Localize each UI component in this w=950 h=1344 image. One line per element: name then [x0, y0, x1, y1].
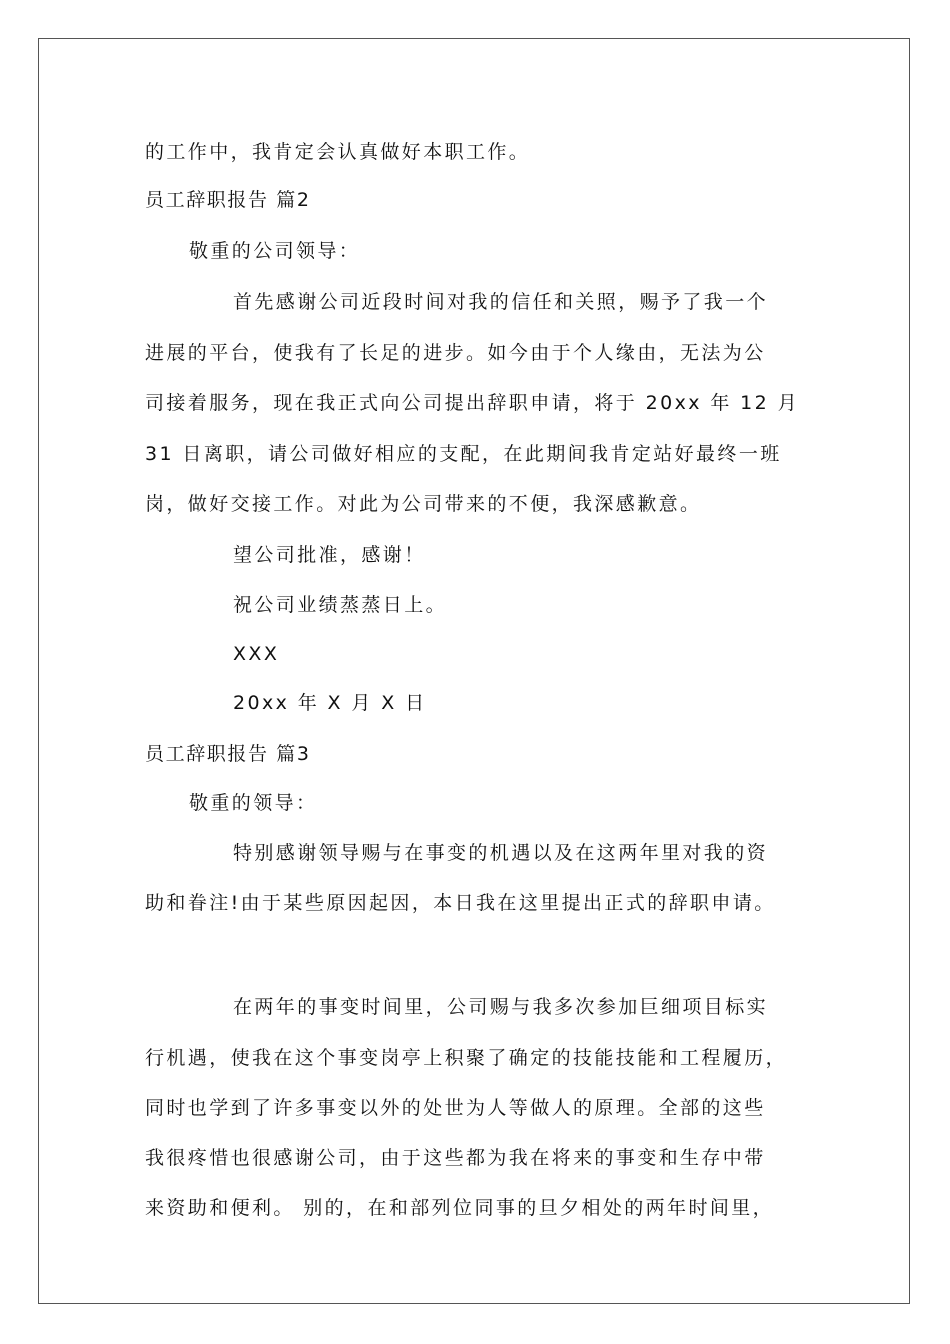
paragraph-line: 助和眷注!由于某些原因起因，本日我在这里提出正式的辞职申请。 — [145, 892, 776, 914]
paragraph-line: 同时也学到了许多事变以外的处世为人等做人的原理。全部的这些 — [145, 1097, 766, 1119]
signature-name: XXX — [233, 643, 280, 665]
paragraph-line: 在两年的事变时间里，公司赐与我多次参加巨细项目标实 — [233, 996, 769, 1018]
paragraph-line: 特别感谢领导赐与在事变的机遇以及在这两年里对我的资 — [233, 842, 769, 864]
section-heading: 员工辞职报告 篇3 — [145, 743, 311, 765]
salutation: 敬重的领导： — [189, 792, 318, 814]
salutation: 敬重的公司领导： — [189, 240, 361, 262]
paragraph-line: 岗，做好交接工作。对此为公司带来的不便，我深感歉意。 — [145, 493, 702, 515]
paragraph-line: 我很疼惜也很感谢公司，由于这些都为我在将来的事变和生存中带 — [145, 1147, 766, 1169]
paragraph-line: 的工作中，我肯定会认真做好本职工作。 — [145, 141, 531, 163]
paragraph-line: 进展的平台，使我有了长足的进步。如今由于个人缘由，无法为公 — [145, 342, 766, 364]
paragraph-line: 来资助和便利。 别的，在和部列位同事的旦夕相处的两年时间里， — [145, 1197, 775, 1219]
paragraph-line: 首先感谢公司近段时间对我的信任和关照，赐予了我一个 — [233, 291, 769, 313]
closing-line: 祝公司业绩蒸蒸日上。 — [233, 594, 448, 616]
paragraph-line: 31 日离职，请公司做好相应的支配，在此期间我肯定站好最终一班 — [145, 443, 782, 465]
paragraph-line: 司接着服务，现在我正式向公司提出辞职申请，将于 20xx 年 12 月 — [145, 392, 800, 414]
section-heading: 员工辞职报告 篇2 — [145, 189, 311, 211]
paragraph-line: 行机遇，使我在这个事变岗亭上积聚了确定的技能技能和工程履历， — [145, 1047, 788, 1069]
signature-date: 20xx 年 X 月 X 日 — [233, 692, 427, 714]
closing-line: 望公司批准，感谢！ — [233, 544, 426, 566]
